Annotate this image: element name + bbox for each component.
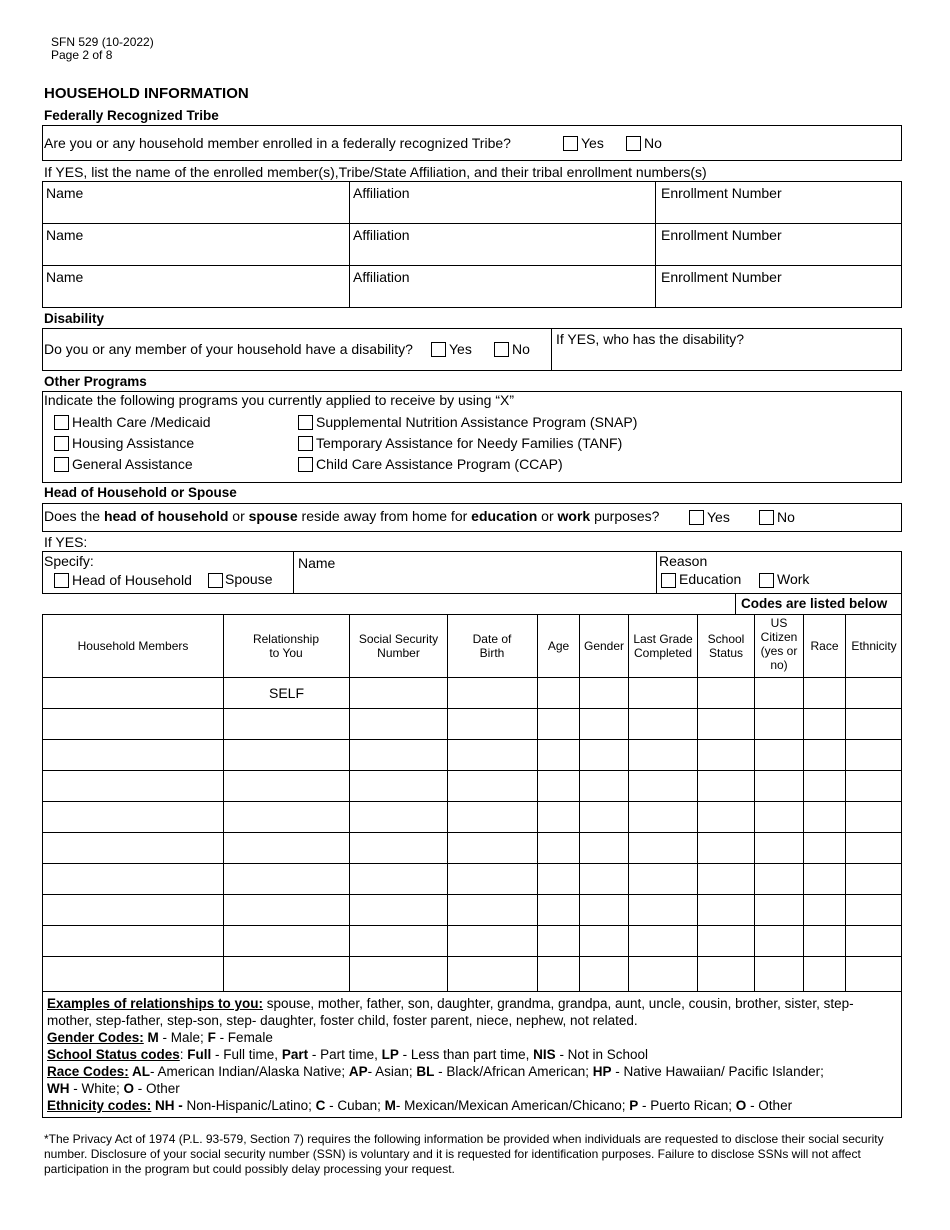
ethnicity-codes: Ethnicity codes: NH - Non-Hispanic/Latino; C - Cuban; M- Mexican/Mexican American/Chicano; P - Puerto Rican; O - Other <box>47 1098 793 1113</box>
head-yes-label: Yes <box>707 509 730 525</box>
head-specify-label: Specify: <box>44 553 94 569</box>
tribe-row1-enrollment[interactable]: Enrollment Number <box>661 185 782 201</box>
col-last-grade: Last Grade Completed <box>633 632 693 660</box>
tribe-row3-name[interactable]: Name <box>46 269 84 285</box>
reason-education-label: Education <box>679 571 742 587</box>
tribe-row2-enrollment[interactable]: Enrollment Number <box>661 227 782 243</box>
col-household-members: Household Members <box>77 639 189 653</box>
tribe-instruction: If YES, list the name of the enrolled member(s),Tribe/State Affiliation, and their tribal enrollment numbers(s) <box>44 164 707 180</box>
program-ccap-checkbox[interactable] <box>298 457 313 472</box>
tribe-question: Are you or any household member enrolled in a federally recognized Tribe? <box>44 135 511 151</box>
head-if-yes: If YES: <box>44 534 88 550</box>
tribe-no-checkbox[interactable] <box>626 136 641 151</box>
spouse-checkbox[interactable] <box>208 573 223 588</box>
disability-no-label: No <box>512 341 530 357</box>
head-of-household-label: Head of Household <box>72 572 192 588</box>
page-title: HOUSEHOLD INFORMATION <box>44 85 249 102</box>
col-date-of-birth: Date of Birth <box>472 632 512 660</box>
relationship-self: SELF <box>268 685 304 701</box>
reason-education-checkbox[interactable] <box>661 573 676 588</box>
head-reason-label: Reason <box>659 553 708 569</box>
tribe-yes-checkbox[interactable] <box>563 136 578 151</box>
program-general-checkbox[interactable] <box>54 457 69 472</box>
program-medicaid-label: Health Care /Medicaid <box>72 414 211 430</box>
disability-who-field[interactable]: If YES, who has the disability? <box>556 331 745 347</box>
col-school-status: School Status <box>707 632 745 660</box>
program-housing-checkbox[interactable] <box>54 436 69 451</box>
head-no-label: No <box>777 509 795 525</box>
disability-yes-label: Yes <box>449 341 472 357</box>
spouse-label: Spouse <box>225 571 273 587</box>
school-status-codes: School Status codes: Full - Full time, Part - Part time, LP - Less than part time, NIS - Not in School <box>47 1047 648 1062</box>
page-number: Page 2 of 8 <box>51 48 113 62</box>
tribe-row1-name[interactable]: Name <box>46 185 84 201</box>
privacy-notice: *The Privacy Act of 1974 (P.L. 93-579, Section 7) requires the following information be provided when individuals are requested to disclose their social security number. Disclosure of your social security number (SSN) is voluntary and it is requested for identification purposes. Failure to disclose SSNs will not affect participation in the program but could possibly delay processing your request. <box>44 1132 884 1176</box>
head-question: Does the head of household or spouse reside away from home for education or work purposes? <box>44 508 660 524</box>
head-section-title: Head of Household or Spouse <box>44 485 237 500</box>
program-snap-checkbox[interactable] <box>298 415 313 430</box>
codes-note: Codes are listed below <box>741 596 888 611</box>
disability-question: Do you or any member of your household have a disability? <box>44 341 413 357</box>
tribe-row3-enrollment[interactable]: Enrollment Number <box>661 269 782 285</box>
head-yes-checkbox[interactable] <box>689 510 704 525</box>
col-gender: Gender <box>583 639 625 653</box>
disability-yes-checkbox[interactable] <box>431 342 446 357</box>
head-of-household-checkbox[interactable] <box>54 573 69 588</box>
programs-section-title: Other Programs <box>44 374 147 389</box>
col-age: Age <box>547 639 570 653</box>
tribe-row2-affiliation[interactable]: Affiliation <box>353 227 410 243</box>
program-snap-label: Supplemental Nutrition Assistance Program (SNAP) <box>316 414 638 430</box>
program-ccap-label: Child Care Assistance Program (CCAP) <box>316 456 563 472</box>
head-name-field[interactable]: Name <box>298 555 336 571</box>
program-medicaid-checkbox[interactable] <box>54 415 69 430</box>
tribe-no-label: No <box>644 135 662 151</box>
program-tanf-checkbox[interactable] <box>298 436 313 451</box>
form-id: SFN 529 (10-2022) <box>51 35 154 49</box>
disability-no-checkbox[interactable] <box>494 342 509 357</box>
relationship-examples: Examples of relationships to you: spouse, mother, father, son, daughter, grandma, grandpa, aunt, uncle, cousin, brother, sister, step-mother, step-father, step-son, step- daughter, foster child, foster parent, niece, nephew, not related. <box>47 996 854 1028</box>
tribe-yes-label: Yes <box>581 135 604 151</box>
gender-codes: Gender Codes: M - Male; F - Female <box>47 1030 273 1045</box>
program-general-label: General Assistance <box>72 456 193 472</box>
programs-instruction: Indicate the following programs you currently applied to receive by using “X” <box>44 392 515 408</box>
reason-work-checkbox[interactable] <box>759 573 774 588</box>
tribe-row1-affiliation[interactable]: Affiliation <box>353 185 410 201</box>
col-ethnicity: Ethnicity <box>851 639 897 653</box>
col-race: Race <box>810 639 839 653</box>
col-us-citizen: US Citizen (yes or no) <box>760 616 798 672</box>
head-no-checkbox[interactable] <box>759 510 774 525</box>
tribe-row3-affiliation[interactable]: Affiliation <box>353 269 410 285</box>
program-housing-label: Housing Assistance <box>72 435 195 451</box>
col-ssn: Social Security Number <box>358 632 439 660</box>
race-codes: Race Codes: AL- American Indian/Alaska Native; AP- Asian; BL - Black/African American; HP - Native Hawaiian/ Pacific Islander; WH - White; O - Other <box>47 1064 824 1096</box>
disability-section-title: Disability <box>44 311 105 326</box>
program-tanf-label: Temporary Assistance for Needy Families (TANF) <box>316 435 623 451</box>
reason-work-label: Work <box>777 571 810 587</box>
tribe-section-title: Federally Recognized Tribe <box>44 108 219 123</box>
col-relationship: Relationship to You <box>252 632 320 660</box>
tribe-row2-name[interactable]: Name <box>46 227 84 243</box>
